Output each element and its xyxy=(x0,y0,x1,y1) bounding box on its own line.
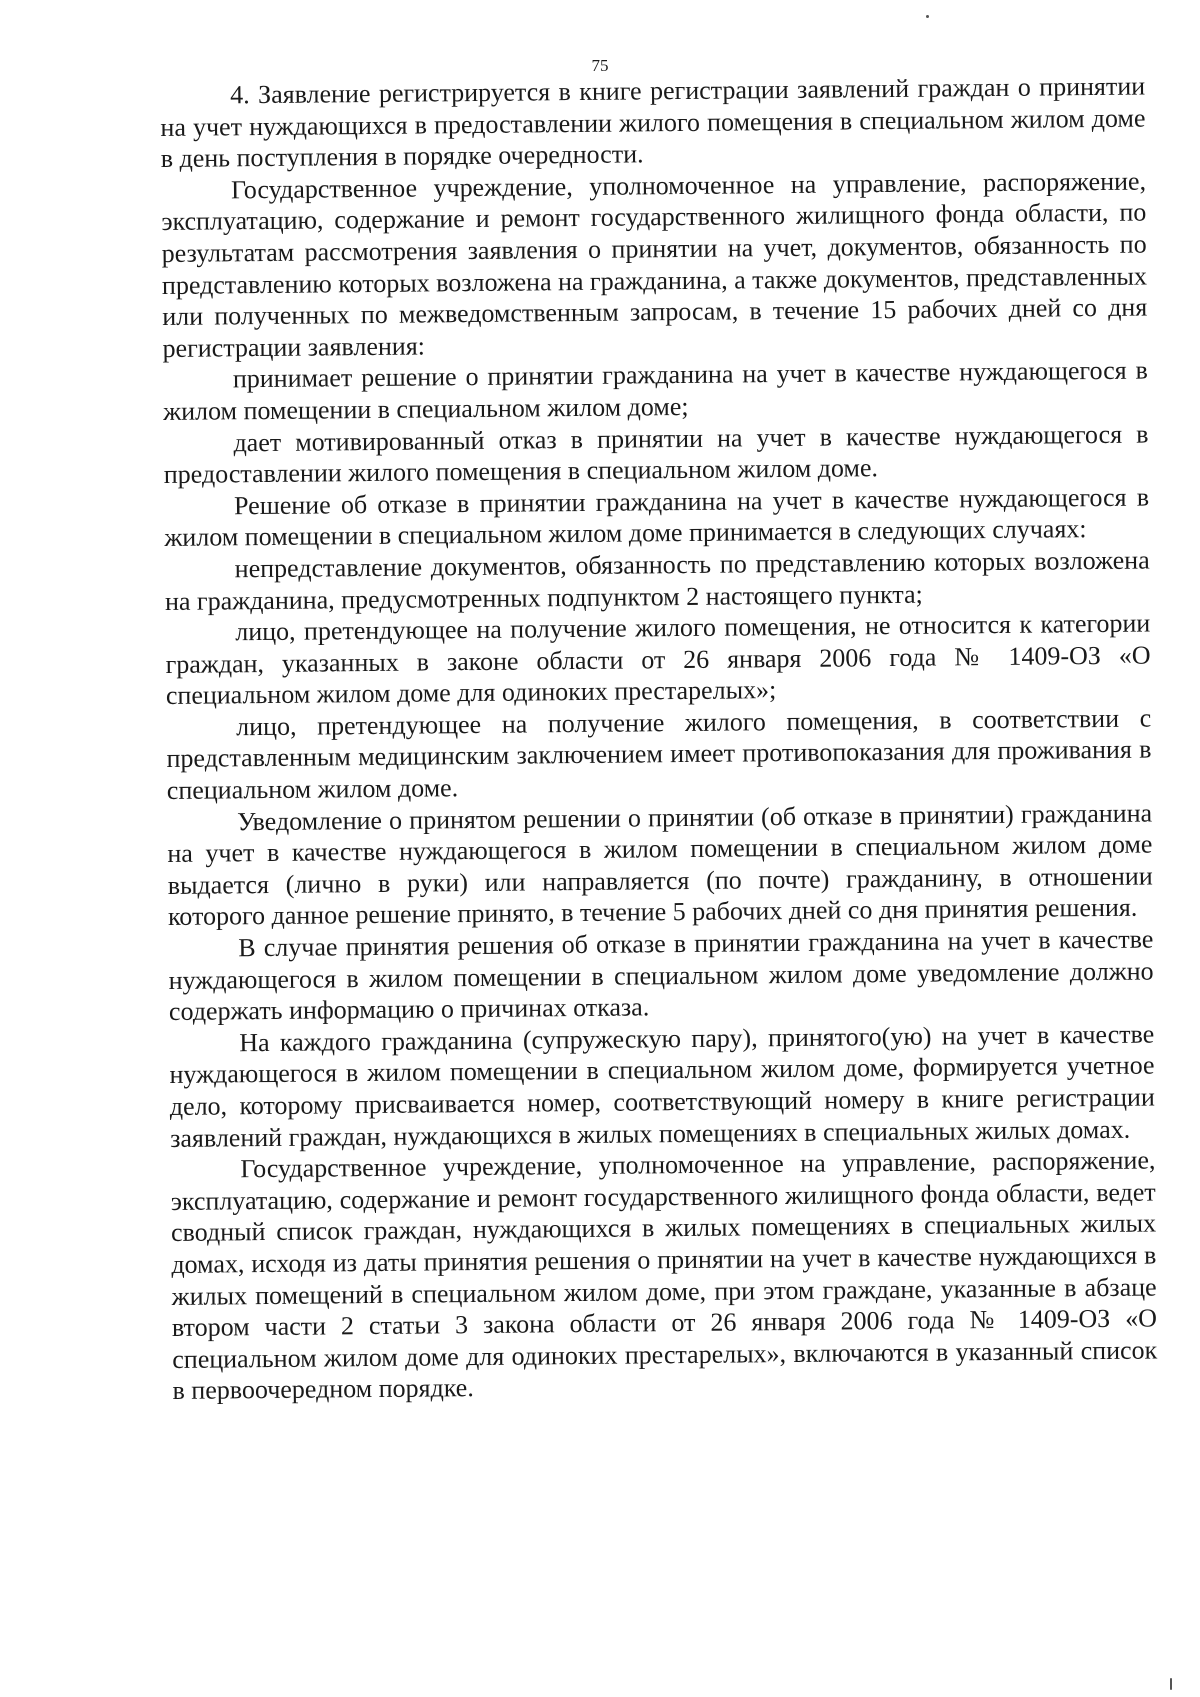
paragraph: 4. Заявление регистрируется в книге регистрации заявлений граждан о принятии на учет нуждающихся в предоставлении жилого помещения в специальном жилом доме в день поступления в порядке очередности. xyxy=(160,71,1146,174)
paragraph: Уведомление о принятом решении о принятии (об отказе в принятии) гражданина на учет в качестве нуждающегося в жилом помещении в специальном жилом доме выдается (лично в руки) или направляется (по почте) гражданину, в отношении которого данное решение принято, в течение 5 рабочих дней со дня принятия решения. xyxy=(167,798,1153,932)
paragraph: лицо, претендующее на получение жилого помещения, не относится к категории граждан, указанных в законе области от 26 января 2006 года № 1409-ОЗ «О специальном жилом доме для одиноких престарелых»; xyxy=(165,608,1151,711)
paragraph: лицо, претендующее на получение жилого помещения, в соответствии с представленным медицинским заключением имеет противопоказания для проживания в специальном жилом доме. xyxy=(166,703,1152,806)
paragraph: На каждого гражданина (супружескую пару), принятого(ую) на учет в качестве нуждающегося в жилом помещении в специальном жилом доме, формируется учетное дело, которому присваивается номер, соответствующий номеру в книге регистрации заявлений граждан, нуждающихся в жилых помещениях в специальных жилых домах. xyxy=(169,1019,1155,1153)
paragraph: дает мотивированный отказ в принятии на учет в качестве нуждающегося в предоставлении жилого помещения в специальном жилом доме. xyxy=(163,419,1149,490)
paragraph: В случае принятия решения об отказе в принятии гражданина на учет в качестве нуждающегося в жилом помещении в специальном жилом доме уведомление должно содержать информацию о причинах отказа. xyxy=(168,924,1154,1027)
scan-speck xyxy=(926,15,929,18)
document-body xyxy=(160,71,1158,1407)
paragraph: непредставление документов, обязанность по представлению которых возложена на гражданина, предусмотренных подпунктом 2 настоящего пункта; xyxy=(164,545,1150,616)
page-number: 75 xyxy=(591,56,609,75)
paragraph: принимает решение о принятии гражданина на учет в качестве нуждающегося в жилом помещении в специальном жилом доме; xyxy=(163,355,1148,426)
scan-speck xyxy=(1170,1678,1172,1690)
paragraph: Решение об отказе в принятии гражданина на учет в качестве нуждающегося в жилом помещении в специальном жилом доме принимается в следующих случаях: xyxy=(164,482,1150,553)
paragraph: Государственное учреждение, уполномоченное на управление, распоряжение, эксплуатацию, содержание и ремонт государственного жилищного фонда области, ведет сводный список граждан, нуждающихся в жилых помещениях в специальных жилых домах, исходя из даты принятия решения о принятии на учет в качестве нуждающихся в жилых помещений в специальном жилом доме, при этом граждане, указанные в абзаце втором части 2 статьи 3 закона области от 26 января 2006 года № 1409-ОЗ «О специальном жилом доме для одиноких престарелых», включаются в указанный список в первоочередном порядке. xyxy=(170,1145,1158,1406)
paragraph: Государственное учреждение, уполномоченное на управление, распоряжение, эксплуатацию, содержание и ремонт государственного жилищного фонда области, по результатам рассмотрения заявления о принятии на учет, документов, обязанность по представлению которых возложена на гражданина, а также документов, представленных или полученных по межведомственным запросам, в течение 15 рабочих дней со дня регистрации заявления: xyxy=(161,166,1148,363)
